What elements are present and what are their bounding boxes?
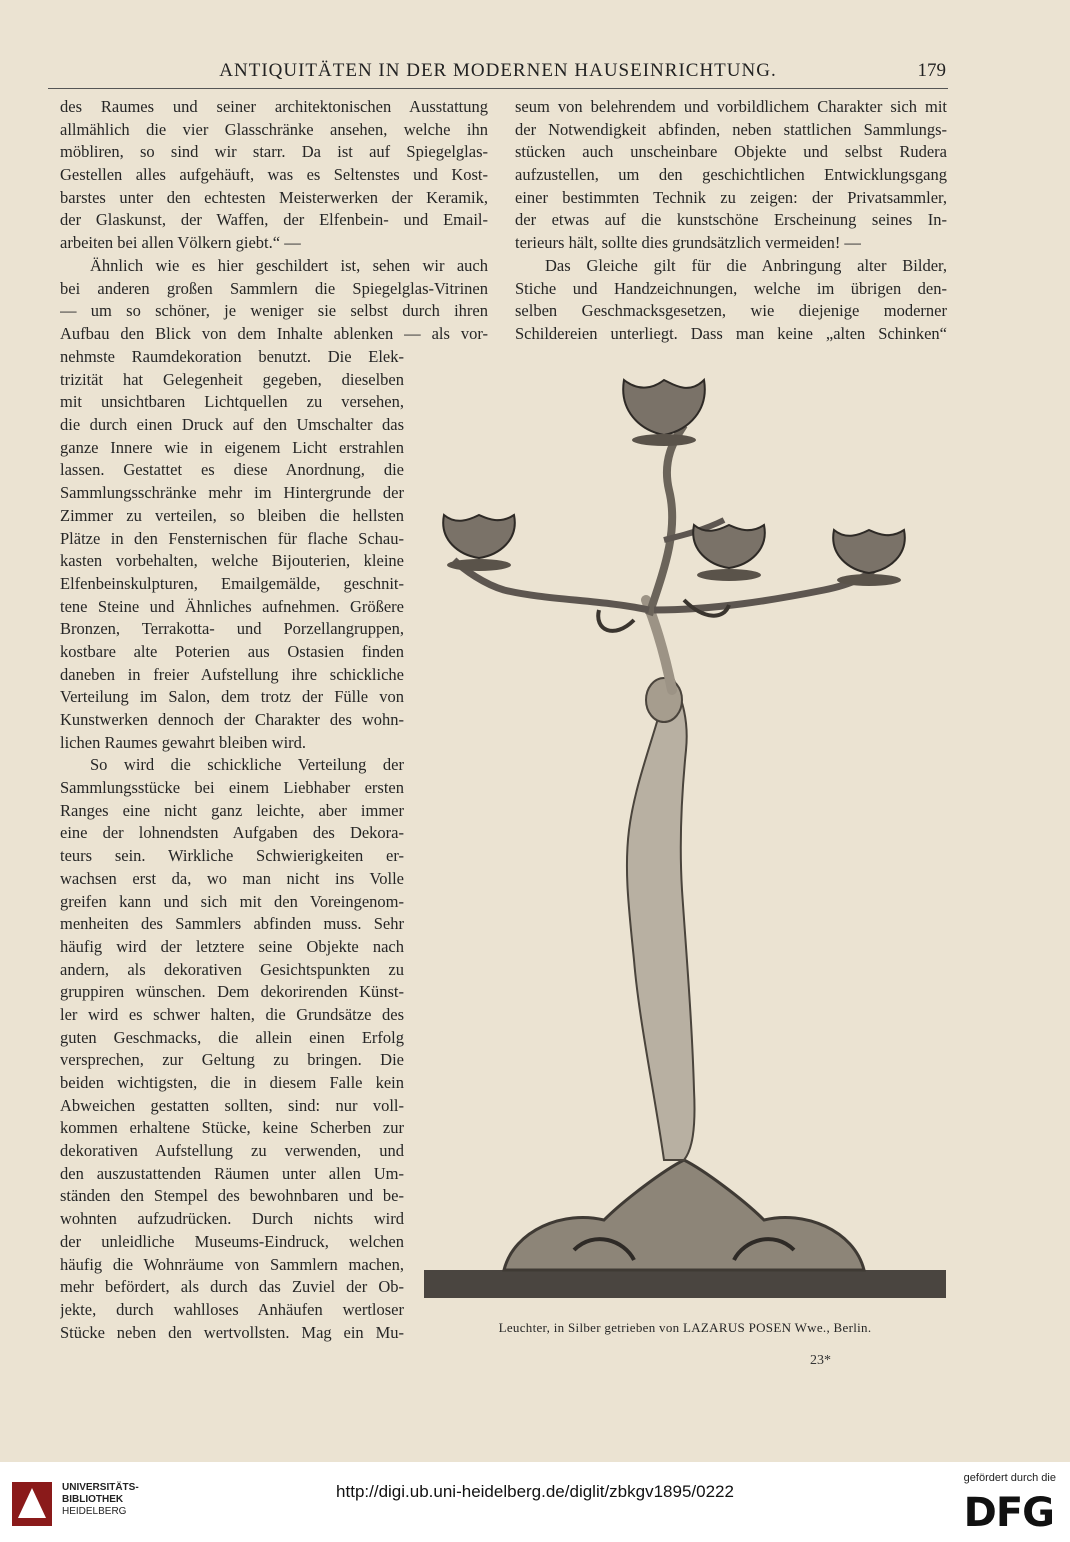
text-line: So wird die schickliche Verteilung der [90, 755, 404, 775]
text-line: der Notwendigkeit abfinden, neben stattlichen Sammlungs- [515, 119, 947, 139]
text-line: seum von belehrendem und vorbildlichem Charakter sich mit [515, 97, 947, 116]
left-column-narrow-text [60, 346, 404, 1344]
text-line: lassen. Gestattet es diese Anordnung, die [60, 460, 404, 480]
text-line: greifen kann und sich mit den Voreingenom- [60, 891, 404, 911]
library-name-line: BIBLIOTHEK [62, 1494, 124, 1505]
text-line: Zimmer zu verteilen, so bleiben die hellsten [60, 505, 404, 525]
text-line: ganze Innere wie in eigenem Licht erstrahlen [60, 437, 404, 457]
text-line: barstes unter den echtesten Meisterwerken der Keramik, [60, 187, 488, 207]
dfg-logo: DFG [963, 1490, 1054, 1536]
text-line: Plätze in den Fensternischen für flache Schau- [60, 528, 404, 548]
text-line: Ranges eine nicht ganz leichte, aber immer [60, 800, 404, 820]
page-title: ANTIQUITÄTEN IN DER MODERNEN HAUSEINRICHTUNG. [219, 60, 777, 81]
text-line: mehr befördert, als durch das Zuviel der Ob- [60, 1277, 404, 1297]
text-line: Sammlungsschränke mehr im Hintergrunde der [60, 483, 404, 503]
text-line: der etwas auf die kunstschöne Erscheinung seines In- [515, 210, 947, 230]
text-line: daneben in freier Aufstellung ihre schickliche [60, 664, 404, 684]
text-line: allmählich die vier Glasschränke ansehen, welche ihn [60, 119, 488, 139]
running-header [48, 58, 948, 89]
candle-cup-middle [693, 525, 765, 568]
left-column-top-text [60, 96, 488, 346]
text-line: aufzustellen, um den geschichtlichen Entwicklungsgang [515, 165, 947, 185]
text-line: versprechen, zur Geltung zu bringen. Die [60, 1050, 404, 1070]
text-line: ler wird es schwer halten, die Grundsätze des [60, 1004, 404, 1024]
text-line: Abweichen gestatten sollten, sind: nur voll- [60, 1095, 404, 1115]
text-line: lichen Raumes gewahrt bleiben wird. [60, 732, 307, 752]
text-line: mit unsichtbaren Lichtquellen zu versehen, [60, 392, 404, 412]
figure-head [646, 678, 682, 722]
text-line: des Raumes und seiner architektonischen Ausstattung [60, 97, 488, 116]
text-line: Das Gleiche gilt für die Anbringung alter Bilder, [545, 255, 947, 275]
text-line: terieurs hält, sollte dies grundsätzlich vermeiden! — [515, 233, 861, 253]
text-line: dekorativen Aufstellung zu verwenden, und [60, 1141, 404, 1161]
text-line: Bronzen, Terrakotta- und Porzellangruppen, [60, 619, 404, 639]
text-line: ständen den Stempel des bewohnbaren und be- [60, 1186, 404, 1206]
text-line: gruppiren wünschen. Dem dekorirenden Künst- [60, 982, 404, 1002]
text-line: Aufbau den Blick von dem Inhalte ablenken — als vor- [60, 323, 488, 343]
permalink-url[interactable]: http://digi.ub.uni-heidelberg.de/diglit/zbkgv1895/0222 [336, 1482, 734, 1501]
text-line: arbeiten bei allen Völkern giebt.“ — [60, 233, 301, 253]
text-line: den auszustattenden Räumen unter allen Um- [60, 1163, 404, 1183]
page-number: 179 [917, 60, 946, 81]
text-line: wachsen erst da, wo man nicht ins Volle [60, 868, 404, 888]
text-line: guten Geschmacks, die allein einen Erfolg [60, 1027, 404, 1047]
text-line: kostbare alte Poterien aus Ostasien finden [60, 641, 404, 661]
candle-cup-top [623, 380, 705, 435]
printer-signature: 23* [810, 1353, 831, 1368]
text-line: selben Geschmacksgesetzen, wie diejenige moderner [515, 301, 947, 321]
text-line: trizität hat Gelegenheit gegeben, dieselben [60, 369, 404, 389]
text-line: kasten vorbehalten, welche Bijouterien, kleine [60, 551, 404, 571]
figure-caption: Leuchter, in Silber getrieben von LAZARUS POSEN Wwe., Berlin. [498, 1320, 872, 1335]
text-line: tene Steine und Ähnliches aufnehmen. Größere [60, 596, 404, 616]
library-name-line: HEIDELBERG [62, 1506, 127, 1517]
text-line: stücken auch unscheinbare Objekte und selbst Rudera [515, 142, 947, 162]
text-line: Stücke neben den wertvollsten. Mag ein Mu- [60, 1322, 404, 1342]
funded-by-label: gefördert durch die [963, 1472, 1056, 1484]
text-line: wohnten aufzudrücken. Durch nichts wird [60, 1209, 404, 1229]
text-line: jekte, durch wahlloses Anhäufen wertloser [60, 1299, 404, 1319]
text-line: Gestellen alles aufgehäuft, was es Seltenstes und Kost- [60, 165, 488, 185]
text-line: einer bestimmten Technik zu zeigen: der Privatsammler, [515, 187, 947, 207]
text-line: menheiten des Sammlers abfinden muss. Sehr [60, 914, 404, 934]
text-line: Verteilung im Salon, dem trotz der Fülle von [60, 687, 404, 707]
text-line: Stiche und Handzeichnungen, welche im übrigen den- [515, 278, 947, 298]
text-line: eine der lohnendsten Aufgaben des Dekora- [60, 823, 404, 843]
text-line: der Glaskunst, der Waffen, der Elfenbein- und Email- [60, 210, 488, 230]
text-line: beiden wichtigsten, die in diesem Falle kein [60, 1073, 404, 1092]
text-line: der unleidliche Museums-Eindruck, welchen [60, 1231, 404, 1251]
text-line: andern, als dekorativen Gesichtspunkten zu [60, 959, 404, 979]
text-line: Kunstwerken dennoch der Charakter des wohn- [60, 710, 404, 729]
text-line: möbliren, so sind wir starr. Da ist auf Spiegelglas- [60, 142, 488, 162]
text-line: häufig die Wohnräume von Sammlern machen, [60, 1254, 404, 1274]
text-line: Ähnlich wie es hier geschildert ist, sehen wir auch [90, 255, 488, 275]
text-line: bei anderen großen Sammlern die Spiegelglas-Vitrinen [60, 278, 488, 298]
text-line: Elfenbeinskulpturen, Emailgemälde, geschnit- [60, 573, 404, 593]
text-line: kommen erhaltene Stücke, keine Scherben zur [60, 1118, 404, 1138]
candle-cup-right [833, 530, 905, 573]
text-line: teurs sein. Wirkliche Schwierigkeiten er- [60, 846, 404, 866]
text-line: die durch einen Druck auf den Umschalter das [60, 415, 404, 435]
text-line: nehmste Raumdekoration benutzt. Die Elek- [60, 347, 404, 366]
digitization-footer [0, 1462, 1070, 1542]
text-line: Schildereien unterliegt. Dass man keine „alten Schinken“ [515, 323, 947, 343]
text-line: — um so schöner, je weniger sie selbst durch ihren [60, 301, 488, 321]
text-line: häufig wird der letztere seine Objekte nach [60, 936, 404, 956]
right-column-text [515, 96, 947, 346]
text-line: Sammlungsstücke bei einem Liebhaber ersten [60, 778, 404, 798]
library-name-line: UNIVERSITÄTS- [62, 1482, 139, 1493]
base-plinth [424, 1270, 946, 1298]
candle-cup-left [443, 515, 515, 558]
candelabra-illustration [424, 370, 946, 1320]
